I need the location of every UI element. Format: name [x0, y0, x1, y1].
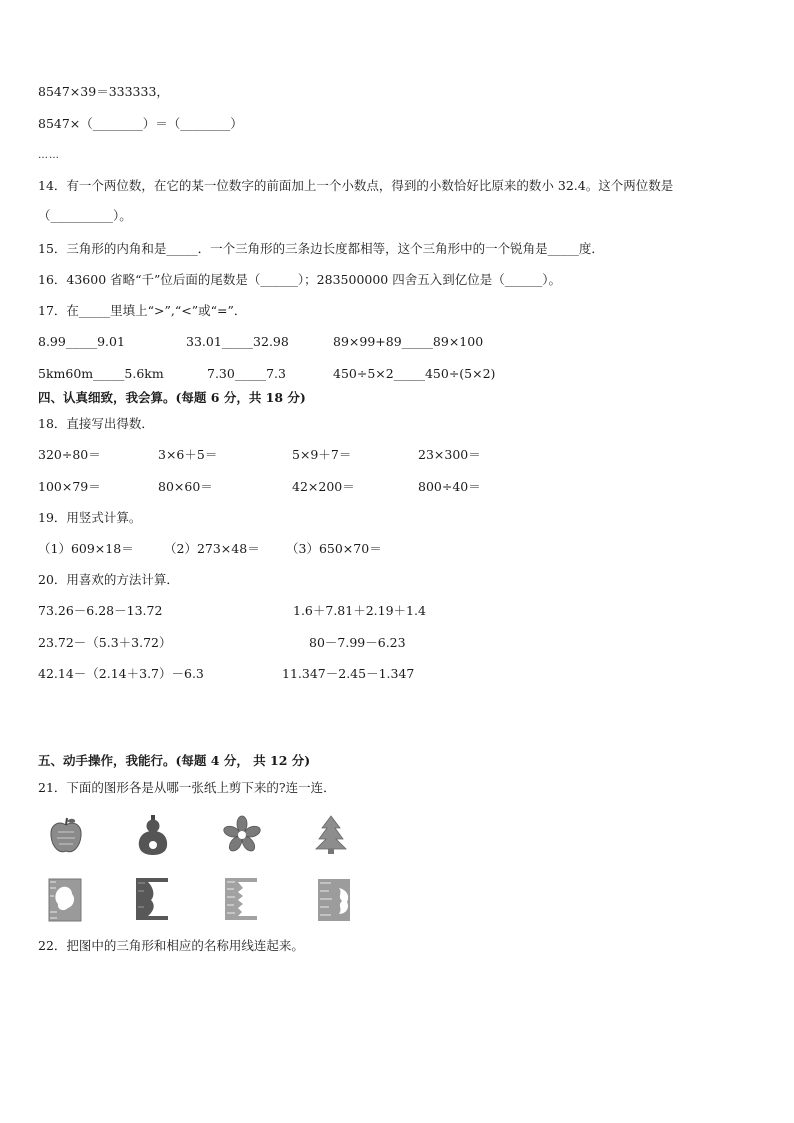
- q17-r2-c1: 5km60m_____5.6km: [38, 366, 164, 381]
- gourd-icon: [136, 814, 170, 856]
- q15-text: 15．三角形的内角和是_____．一个三角形的三条边长度都相等，这个三角形中的一个锐角是_____度．: [38, 241, 604, 256]
- q18-r1-c2: 3×6＋5＝: [158, 447, 218, 462]
- q18-r1-c3: 5×9＋7＝: [292, 447, 352, 462]
- paper-cut-1-icon: [48, 878, 82, 922]
- q18-r1-c4: 23×300＝: [418, 447, 481, 462]
- apple-icon: [48, 816, 84, 856]
- q14-text: 14．有一个两位数，在它的某一位数字的前面加上一个小数点，得到的小数恰好比原来的数小 32.4。这个两位数是: [38, 178, 674, 193]
- q17-r1-c2: 33.01_____32.98: [186, 334, 289, 349]
- q16-text: 16．43600 省略“千”位后面的尾数是（______）；283500000 四舍五入到亿位是（______）。: [38, 272, 561, 287]
- q18-text: 18．直接写出得数．: [38, 416, 154, 431]
- q17-r2-c2: 7.30_____7.3: [207, 366, 286, 381]
- q19-text: 19．用竖式计算。: [38, 510, 142, 525]
- q21-text: 21．下面的图形各是从哪一张纸上剪下来的?连一连．: [38, 780, 336, 795]
- q20-r1-c1: 73.26－6.28－13.72: [38, 603, 163, 618]
- paper-cut-2-icon: [135, 877, 169, 921]
- q13-line2: 8547×（________）＝（________）: [38, 116, 243, 131]
- q17-r1-c3: 89×99+89_____89×100: [333, 334, 484, 349]
- q20-r2-c1: 23.72－（5.3＋3.72）: [38, 635, 172, 650]
- q17-text: 17．在_____里填上“>”,“<”或“=”．: [38, 303, 247, 318]
- q20-r1-c2: 1.6＋7.81＋2.19＋1.4: [293, 603, 426, 618]
- q19-item1: （1）609×18＝: [38, 541, 134, 556]
- q19-item2: （2）273×48＝: [164, 541, 260, 556]
- q18-r2-c4: 800÷40＝: [418, 479, 481, 494]
- q20-r2-c2: 80－7.99－6.23: [309, 635, 406, 650]
- q18-r1-c1: 320÷80＝: [38, 447, 101, 462]
- q17-r1-c1: 8.99_____9.01: [38, 334, 125, 349]
- q19-item3: （3）650×70＝: [286, 541, 382, 556]
- q20-text: 20．用喜欢的方法计算．: [38, 572, 179, 587]
- q18-r2-c1: 100×79＝: [38, 479, 101, 494]
- q13-ellipsis: ……: [38, 150, 60, 161]
- q14-answer: （__________）。: [38, 208, 132, 223]
- section5-title: 五、动手操作，我能行。(每题 4 分， 共 12 分): [38, 753, 311, 768]
- q20-r3-c1: 42.14－（2.14＋3.7）－6.3: [38, 666, 204, 681]
- q18-r2-c3: 42×200＝: [292, 479, 355, 494]
- q13-line1: 8547×39＝333333，: [38, 84, 169, 99]
- section4-title: 四、认真细致，我会算。(每题 6 分，共 18 分): [38, 390, 306, 405]
- flower-icon: [222, 815, 262, 855]
- paper-cut-3-icon: [224, 877, 258, 921]
- tree-icon: [314, 815, 348, 855]
- paper-cut-4-icon: [317, 878, 351, 922]
- q20-r3-c2: 11.347－2.45－1.347: [282, 666, 415, 681]
- q22-text: 22．把图中的三角形和相应的名称用线连起来。: [38, 938, 304, 953]
- q18-r2-c2: 80×60＝: [158, 479, 213, 494]
- q17-r2-c3: 450÷5×2_____450÷(5×2): [333, 366, 496, 381]
